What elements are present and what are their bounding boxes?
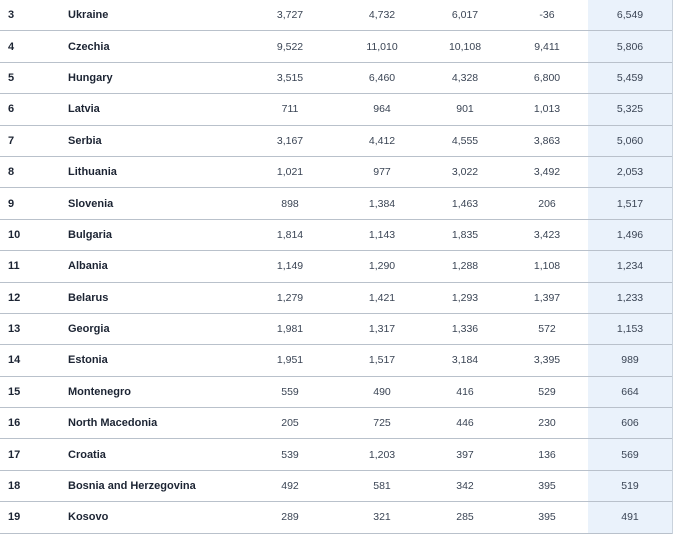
value-cell: 539 (240, 439, 340, 470)
value-cell: 1,279 (240, 282, 340, 313)
table-row (0, 62, 672, 93)
country-cell: Georgia (68, 313, 240, 344)
table-row (0, 313, 672, 344)
country-cell: Croatia (68, 439, 240, 470)
value-cell: 3,863 (506, 125, 588, 156)
rank-cell: 7 (0, 125, 68, 156)
value-cell: 4,732 (340, 0, 424, 31)
country-cell: Slovenia (68, 188, 240, 219)
value-cell: 725 (340, 408, 424, 439)
value-cell: 6,017 (424, 0, 506, 31)
country-cell: Hungary (68, 62, 240, 93)
country-cell: Ukraine (68, 0, 240, 31)
value-cell: 289 (240, 502, 340, 533)
rank-cell: 10 (0, 219, 68, 250)
value-cell: 1,397 (506, 282, 588, 313)
value-cell: 5,060 (588, 125, 672, 156)
rank-cell: 4 (0, 31, 68, 62)
value-cell: 1,293 (424, 282, 506, 313)
value-cell: 1,517 (340, 345, 424, 376)
value-cell: 1,203 (340, 439, 424, 470)
table-right-border (672, 0, 673, 534)
table-row (0, 188, 672, 219)
value-cell: 1,013 (506, 94, 588, 125)
value-cell: 395 (506, 470, 588, 501)
value-cell: 2,053 (588, 156, 672, 187)
value-cell: 492 (240, 470, 340, 501)
value-cell: 1,517 (588, 188, 672, 219)
rank-cell: 17 (0, 439, 68, 470)
country-cell: Bulgaria (68, 219, 240, 250)
country-cell: Bosnia and Herzegovina (68, 470, 240, 501)
country-cell: Kosovo (68, 502, 240, 533)
table-row (0, 470, 672, 501)
value-cell: 1,835 (424, 219, 506, 250)
country-cell: Montenegro (68, 376, 240, 407)
value-cell: 3,423 (506, 219, 588, 250)
table-row (0, 439, 672, 470)
value-cell: 1,108 (506, 251, 588, 282)
table-row (0, 0, 672, 31)
value-cell: 4,328 (424, 62, 506, 93)
value-cell: 1,336 (424, 313, 506, 344)
country-cell: Latvia (68, 94, 240, 125)
rank-cell: 11 (0, 251, 68, 282)
value-cell: 1,143 (340, 219, 424, 250)
rank-cell: 14 (0, 345, 68, 376)
value-cell: 10,108 (424, 31, 506, 62)
rank-cell: 9 (0, 188, 68, 219)
value-cell: 3,022 (424, 156, 506, 187)
country-cell: North Macedonia (68, 408, 240, 439)
table-row (0, 345, 672, 376)
value-cell: 1,149 (240, 251, 340, 282)
table-row (0, 502, 672, 533)
value-cell: 397 (424, 439, 506, 470)
value-cell: 1,814 (240, 219, 340, 250)
value-cell: 569 (588, 439, 672, 470)
value-cell: 711 (240, 94, 340, 125)
value-cell: 1,288 (424, 251, 506, 282)
value-cell: 1,951 (240, 345, 340, 376)
value-cell: 606 (588, 408, 672, 439)
table-row (0, 156, 672, 187)
rank-cell: 8 (0, 156, 68, 187)
value-cell: 1,153 (588, 313, 672, 344)
value-cell: 1,421 (340, 282, 424, 313)
value-cell: 206 (506, 188, 588, 219)
table-row (0, 376, 672, 407)
value-cell: 446 (424, 408, 506, 439)
rank-cell: 19 (0, 502, 68, 533)
table-row (0, 125, 672, 156)
value-cell: 901 (424, 94, 506, 125)
value-cell: 1,290 (340, 251, 424, 282)
value-cell: 5,325 (588, 94, 672, 125)
value-cell: 1,463 (424, 188, 506, 219)
rank-cell: 13 (0, 313, 68, 344)
value-cell: 1,021 (240, 156, 340, 187)
table-row (0, 219, 672, 250)
value-cell: 1,233 (588, 282, 672, 313)
value-cell: 490 (340, 376, 424, 407)
value-cell: 898 (240, 188, 340, 219)
value-cell: 572 (506, 313, 588, 344)
value-cell: 3,727 (240, 0, 340, 31)
value-cell: 3,184 (424, 345, 506, 376)
table-row (0, 408, 672, 439)
value-cell: 230 (506, 408, 588, 439)
value-cell: 11,010 (340, 31, 424, 62)
value-cell: 3,492 (506, 156, 588, 187)
country-cell: Serbia (68, 125, 240, 156)
rank-cell: 12 (0, 282, 68, 313)
value-cell: 3,167 (240, 125, 340, 156)
rank-cell: 15 (0, 376, 68, 407)
country-cell: Albania (68, 251, 240, 282)
value-cell: 6,549 (588, 0, 672, 31)
value-cell: 9,411 (506, 31, 588, 62)
rank-cell: 3 (0, 0, 68, 31)
country-cell: Czechia (68, 31, 240, 62)
country-cell: Lithuania (68, 156, 240, 187)
rank-cell: 16 (0, 408, 68, 439)
value-cell: 559 (240, 376, 340, 407)
value-cell: 989 (588, 345, 672, 376)
value-cell: 4,555 (424, 125, 506, 156)
value-cell: 4,412 (340, 125, 424, 156)
value-cell: 285 (424, 502, 506, 533)
value-cell: 964 (340, 94, 424, 125)
value-cell: 416 (424, 376, 506, 407)
value-cell: 664 (588, 376, 672, 407)
table-row (0, 282, 672, 313)
rank-cell: 5 (0, 62, 68, 93)
rank-cell: 6 (0, 94, 68, 125)
value-cell: 1,496 (588, 219, 672, 250)
value-cell: 205 (240, 408, 340, 439)
value-cell: 395 (506, 502, 588, 533)
value-cell: 1,384 (340, 188, 424, 219)
table-row (0, 31, 672, 62)
table-row (0, 251, 672, 282)
rank-cell: 18 (0, 470, 68, 501)
value-cell: 3,515 (240, 62, 340, 93)
table-row (0, 94, 672, 125)
value-cell: 519 (588, 470, 672, 501)
value-cell: 1,234 (588, 251, 672, 282)
value-cell: 1,317 (340, 313, 424, 344)
value-cell: 581 (340, 470, 424, 501)
value-cell: 977 (340, 156, 424, 187)
value-cell: 529 (506, 376, 588, 407)
value-cell: 321 (340, 502, 424, 533)
value-cell: 136 (506, 439, 588, 470)
value-cell: 491 (588, 502, 672, 533)
value-cell: 5,806 (588, 31, 672, 62)
value-cell: 6,460 (340, 62, 424, 93)
value-cell: 3,395 (506, 345, 588, 376)
value-cell: 6,800 (506, 62, 588, 93)
value-cell: 5,459 (588, 62, 672, 93)
value-cell: 342 (424, 470, 506, 501)
country-cell: Belarus (68, 282, 240, 313)
value-cell: 9,522 (240, 31, 340, 62)
value-cell: -36 (506, 0, 588, 31)
value-cell: 1,981 (240, 313, 340, 344)
country-cell: Estonia (68, 345, 240, 376)
